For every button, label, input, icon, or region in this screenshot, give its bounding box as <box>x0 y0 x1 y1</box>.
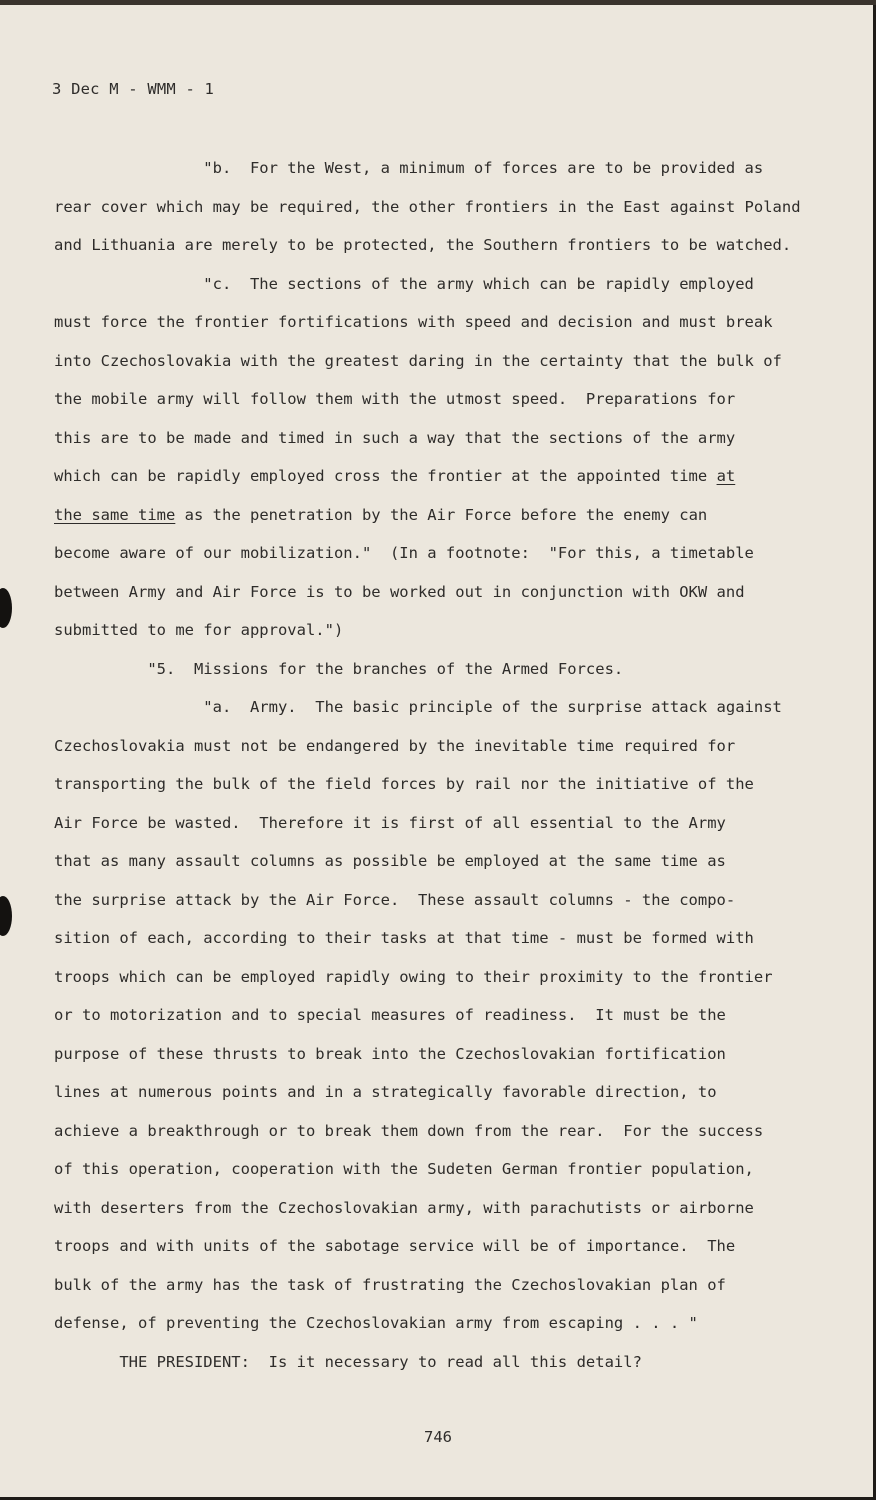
text-line: sition of each, according to their tasks at that time - must be formed with <box>54 929 754 947</box>
text-line: Air Force be wasted. Therefore it is first of all essential to the Army <box>54 813 726 832</box>
text-line: and Lithuania are merely to be protected, the Southern frontiers to be watched. <box>54 236 792 254</box>
text-line: THE PRESIDENT: Is it necessary to read all this detail? <box>54 1352 642 1371</box>
text-line: the surprise attack by the Air Force. These assault columns - the compo- <box>54 890 736 909</box>
text-line: of this operation, cooperation with the Sudeten German frontier population, <box>54 1160 754 1178</box>
underlined-text: at <box>716 467 736 485</box>
punch-hole <box>0 588 12 628</box>
text-line: transporting the bulk of the field forces by rail nor the initiative of the <box>54 775 754 793</box>
text-line <box>54 457 834 496</box>
text-line: troops which can be employed rapidly owing to their proximity to the frontier <box>54 967 773 986</box>
underlined-text: the same time <box>54 505 176 524</box>
text-line: into Czechoslovakia with the greatest daring in the certainty that the bulk of <box>54 351 782 370</box>
text-line: lines at numerous points and in a strategically favorable direction, to <box>54 1083 717 1101</box>
text-line: purpose of these thrusts to break into the Czechoslovakian fortification <box>54 1044 726 1063</box>
text-line: or to motorization and to special measures of readiness. It must be the <box>54 1006 726 1024</box>
page-header: 3 Dec M - WMM - 1 <box>52 80 215 98</box>
text-line: must force the frontier fortifications with speed and decision and must break <box>54 313 773 331</box>
text-segment: which can be rapidly employed cross the frontier at the appointed time <box>54 467 717 485</box>
text-line: with deserters from the Czechoslovakian army, with parachutists or airborne <box>54 1198 754 1217</box>
text-line: Czechoslovakia must not be endangered by the inevitable time required for <box>54 736 736 755</box>
text-line: "5. Missions for the branches of the Armed Forces. <box>54 659 624 678</box>
page-top-edge <box>0 0 876 5</box>
text-line: achieve a breakthrough or to break them down from the rear. For the success <box>54 1121 764 1140</box>
text-line: bulk of the army has the task of frustrating the Czechoslovakian plan of <box>54 1275 726 1294</box>
text-line: the mobile army will follow them with the utmost speed. Preparations for <box>54 390 736 408</box>
text-line: become aware of our mobilization." (In a footnote: "For this, a timetable <box>54 544 754 562</box>
text-line: "c. The sections of the army which can be rapidly employed <box>54 274 754 293</box>
text-line: "b. For the West, a minimum of forces are to be provided as <box>54 159 764 177</box>
text-line: rear cover which may be required, the other frontiers in the East against Poland <box>54 197 801 216</box>
text-line <box>54 496 834 535</box>
punch-hole <box>0 896 12 936</box>
page-number: 746 <box>424 1428 452 1446</box>
text-line: between Army and Air Force is to be worked out in conjunction with OKW and <box>54 582 745 601</box>
text-line: "a. Army. The basic principle of the surprise attack against <box>54 698 782 716</box>
text-line: submitted to me for approval.") <box>54 621 344 639</box>
text-line: this are to be made and timed in such a way that the sections of the army <box>54 428 736 447</box>
text-line: that as many assault columns as possible be employed at the same time as <box>54 852 726 870</box>
document-body <box>54 149 834 1381</box>
text-line: troops and with units of the sabotage service will be of importance. The <box>54 1237 736 1255</box>
text-line: defense, of preventing the Czechoslovakian army from escaping . . . " <box>54 1314 698 1332</box>
text-segment: as the penetration by the Air Force before the enemy can <box>175 505 708 524</box>
